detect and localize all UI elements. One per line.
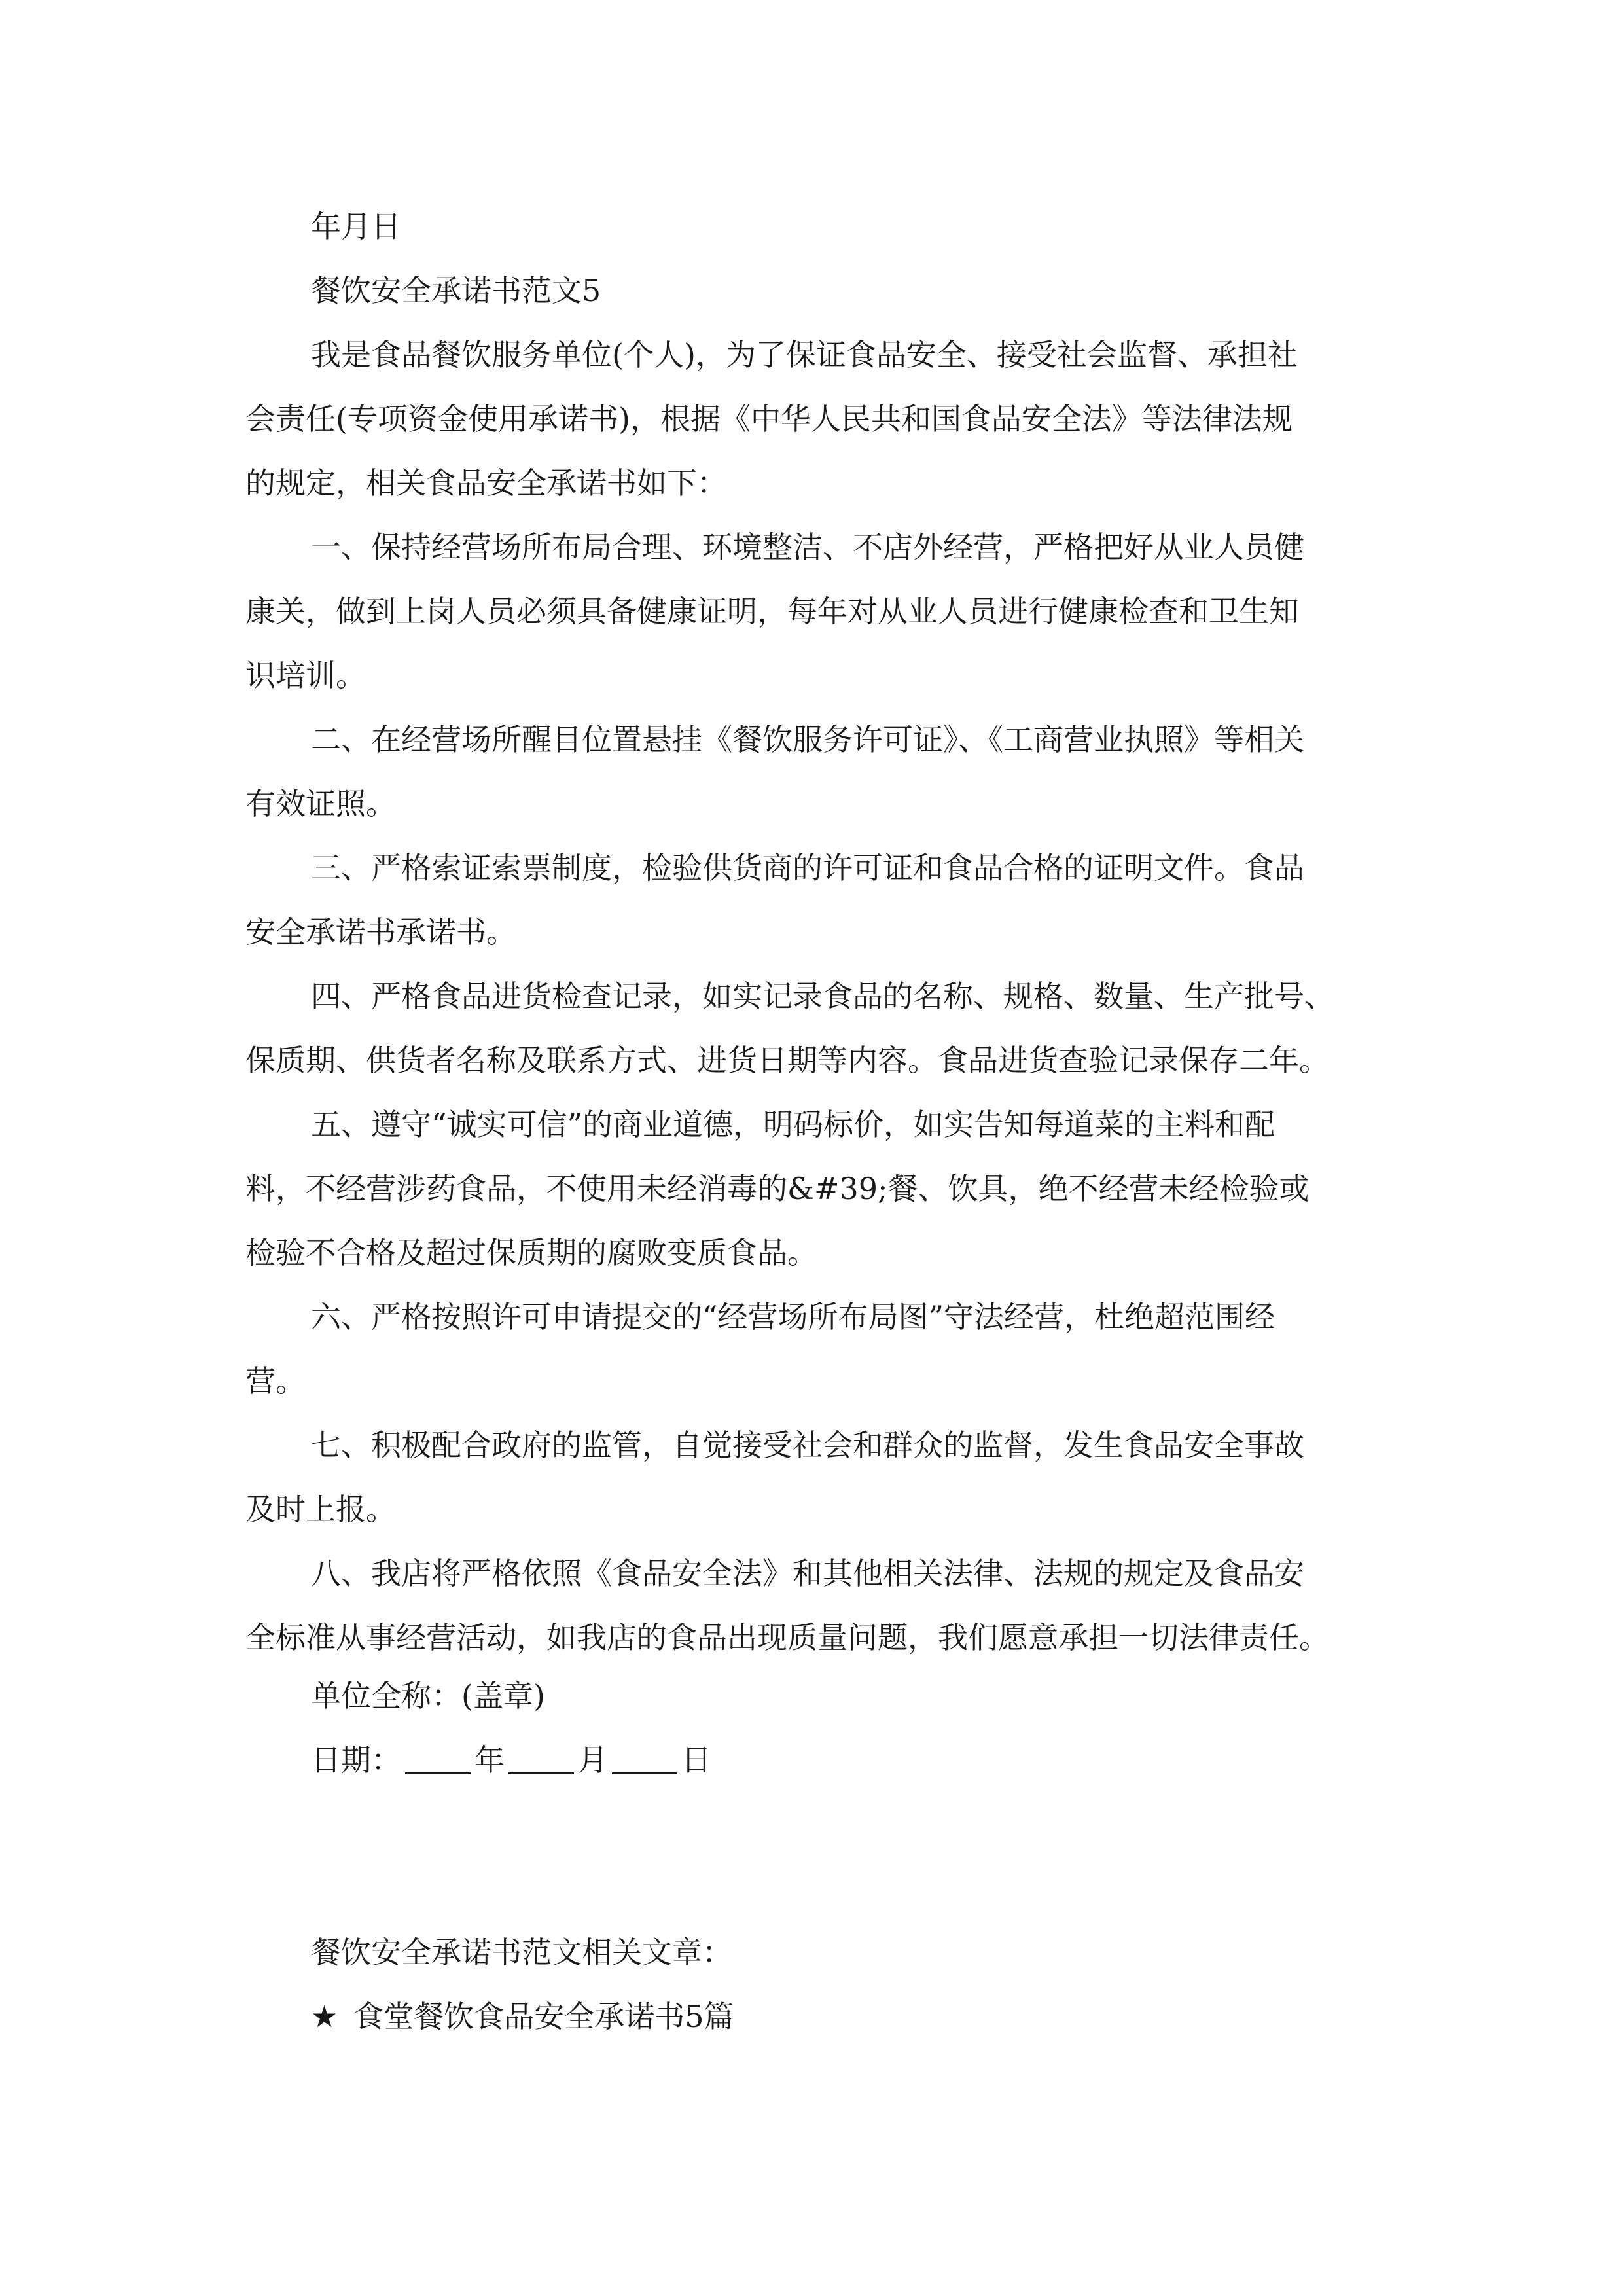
item-1-line-1: 一、保持经营场所布局合理、环境整洁、不店外经营，严格把好从业人员健 xyxy=(311,529,1304,565)
year-blank xyxy=(405,1746,471,1774)
item-3-line-2: 安全承诺书承诺书。 xyxy=(245,914,516,950)
item-2-line-2: 有效证照。 xyxy=(245,786,396,821)
item-7-line-2: 及时上报。 xyxy=(245,1492,396,1527)
item-8-line-2: 全标准从事经营活动，如我店的食品出现质量问题，我们愿意承担一切法律责任。 xyxy=(245,1620,1329,1655)
item-8-line-1: 八、我店将严格依照《食品安全法》和其他相关法律、法规的规定及食品安 xyxy=(311,1556,1304,1591)
item-4-line-2: 保质期、供货者名称及联系方式、进货日期等内容。食品进货查验记录保存二年。 xyxy=(245,1043,1329,1078)
related-heading: 餐饮安全承诺书范文相关文章： xyxy=(311,1935,732,1970)
date-year: 年 xyxy=(474,1742,505,1778)
item-2-line-1: 二、在经营场所醒目位置悬挂《餐饮服务许可证》、《工商营业执照》等相关 xyxy=(311,722,1304,757)
related-item[interactable] xyxy=(311,2001,734,2032)
day-blank xyxy=(612,1746,677,1774)
item-5-line-1: 五、遵守“诚实可信”的商业道德，明码标价，如实告知每道菜的主料和配 xyxy=(311,1107,1275,1142)
item-1-line-3: 识培训。 xyxy=(245,658,366,693)
document-heading: 餐饮安全承诺书范文5 xyxy=(311,273,601,308)
item-6-line-1: 六、严格按照许可申请提交的“经营场所布局图”守法经营，杜绝超范围经 xyxy=(311,1299,1275,1335)
item-5-line-2: 料，不经营涉药食品，不使用未经消毒的&#39;餐、饮具，绝不经营未经检验或 xyxy=(245,1171,1310,1206)
item-7-line-1: 七、积极配合政府的监管，自觉接受社会和群众的监督，发生食品安全事故 xyxy=(311,1427,1304,1463)
item-5-line-3: 检验不合格及超过保质期的腐败变质食品。 xyxy=(245,1235,817,1270)
month-blank xyxy=(508,1746,574,1774)
item-3-line-1: 三、严格索证索票制度，检验供货商的许可证和食品合格的证明文件。食品 xyxy=(311,850,1304,886)
item-6-line-2: 营。 xyxy=(245,1363,306,1399)
intro-line-3: 的规定，相关食品安全承诺书如下： xyxy=(245,465,727,501)
date-month: 月 xyxy=(578,1742,608,1778)
date-day: 日 xyxy=(681,1742,711,1778)
date-label: 日期： xyxy=(311,1742,401,1778)
unit-name-label: 单位全称：(盖章) xyxy=(311,1678,545,1713)
related-link[interactable]: 食堂餐饮食品安全承诺书5篇 xyxy=(353,1999,734,2034)
item-4-line-1: 四、严格食品进货检查记录，如实记录食品的名称、规格、数量、生产批号、 xyxy=(311,978,1334,1014)
date-line xyxy=(311,1742,711,1778)
intro-line-2: 会责任(专项资金使用承诺书)，根据《中华人民共和国食品安全法》等法律法规 xyxy=(245,401,1293,437)
top-date: 年月日 xyxy=(311,209,401,244)
star-icon: ★ xyxy=(311,1999,338,2034)
item-1-line-2: 康关，做到上岗人员必须具备健康证明，每年对从业人员进行健康检查和卫生知 xyxy=(245,594,1299,629)
intro-line-1: 我是食品餐饮服务单位(个人)，为了保证食品安全、接受社会监督、承担社 xyxy=(311,337,1298,372)
